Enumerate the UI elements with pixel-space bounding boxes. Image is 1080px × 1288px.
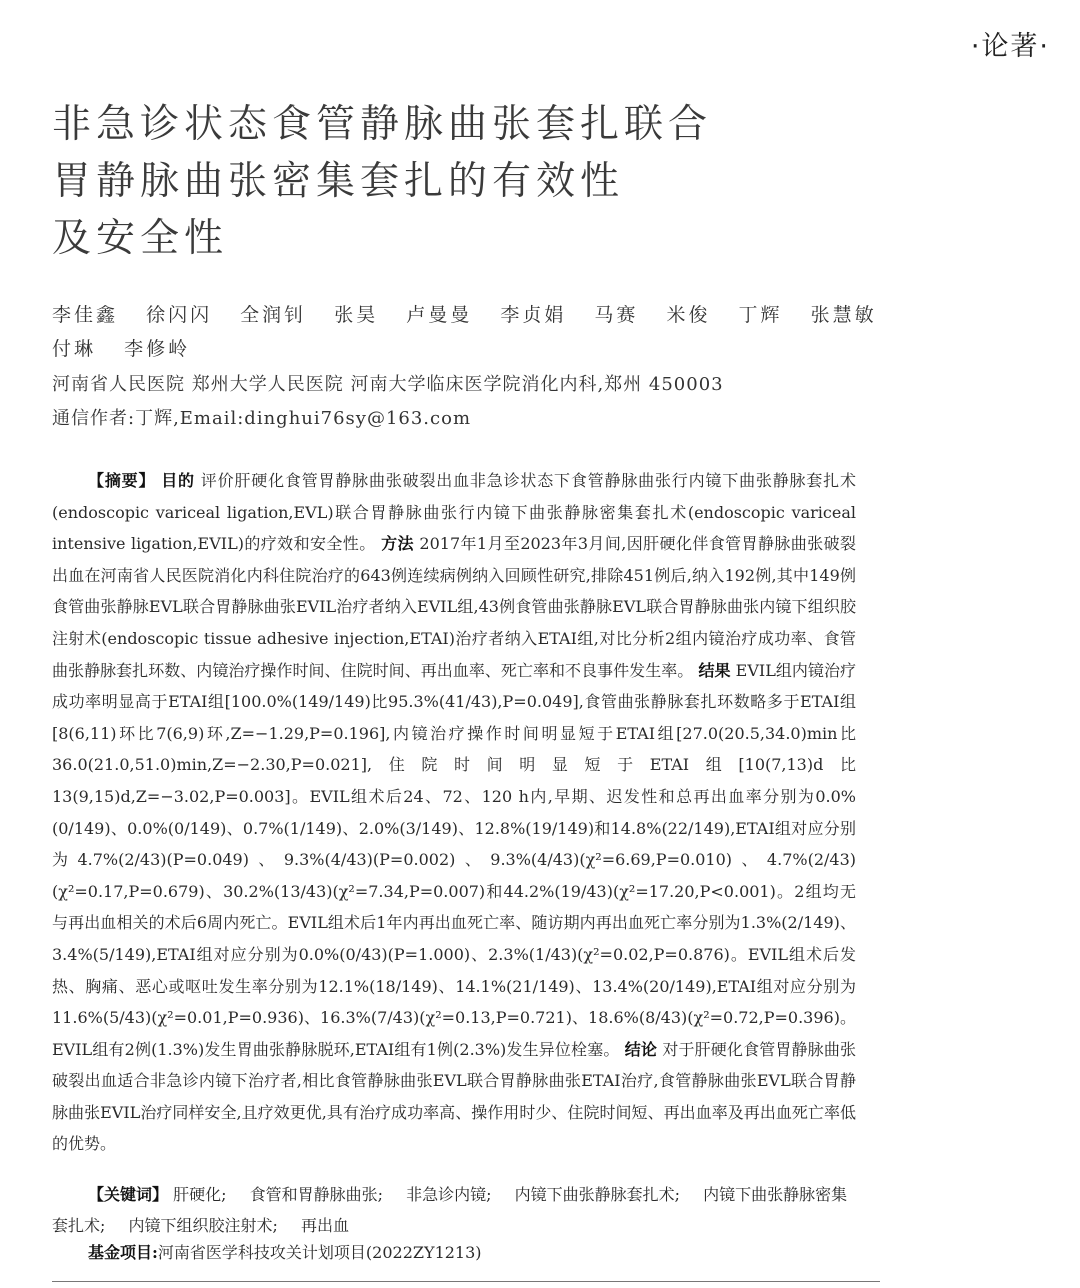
keyword: 肝硬化;: [173, 1185, 227, 1204]
title-line: 胃静脉曲张密集套扎的有效性: [52, 159, 625, 204]
author: 李贞娟: [500, 304, 567, 326]
keywords: [52, 1179, 856, 1241]
abstract-label: 【摘要】: [88, 471, 156, 490]
author: 徐闪闪: [146, 304, 213, 326]
keyword: 内镜下曲张静脉套扎术;: [514, 1185, 681, 1204]
author: 丁辉: [738, 304, 783, 326]
author: 张慧敏: [810, 304, 877, 326]
author: 米俊: [666, 304, 711, 326]
author-list: [52, 298, 1012, 366]
title-line: 非急诊状态食管静脉曲张套扎联合: [52, 102, 713, 147]
author: 马赛: [594, 304, 639, 326]
abstract: [52, 465, 856, 1160]
keyword: 再出血: [301, 1216, 350, 1235]
affiliation: 河南省人民医院 郑州大学人民医院 河南大学临床医学院消化内科,郑州 450003: [52, 374, 724, 395]
keyword: 内镜下组织胶注射术;: [128, 1216, 278, 1235]
author: 付琳: [52, 338, 97, 360]
methods-text: 2017年1月至2023年3月间,因肝硬化伴食管胃静脉曲张破裂出血在河南省人民医院消化内科住院治疗的643例连续病例纳入回顾性研究,排除451例后,纳入192例,其中149例食管曲张静脉EVL联合胃静脉曲张EVIL治疗者纳入EVIL组,43例食管曲张静脉EVL联合胃静脉曲张内镜下组织胶注射术(endoscopic tissue adhesive injection,ETAI)治疗者纳入ETAI组,对比分析2组内镜治疗成功率、食管曲张静脉套扎环数、内镜治疗操作时间、住院时间、再出血率、死亡率和不良事件发生率。: [52, 534, 856, 680]
author: 全润钊: [240, 304, 307, 326]
conclusion-label: 结论: [624, 1039, 658, 1059]
title-line: 及安全性: [52, 216, 229, 261]
objective-label: 目的: [161, 471, 195, 490]
keyword: 非急诊内镜;: [406, 1185, 492, 1204]
author: 李修岭: [124, 338, 191, 360]
author: 李佳鑫: [52, 304, 119, 326]
methods-label: 方法: [381, 534, 414, 554]
section-tag: ·论著·: [970, 31, 1050, 62]
keyword: 内镜下曲张静脉密集套扎术;: [52, 1185, 848, 1235]
results-text: EVIL组内镜治疗成功率明显高于ETAI组[100.0%(149/149)比95.3%(41/43),P=0.049],食管曲张静脉套扎环数略多于ETAI组[8(6,11)环比7(6,9)环,Z=−1.29,P=0.196],内镜治疗操作时间明显短于ETAI组[27.0(20.5,34.0)min比36.0(21.0,51.0)min,Z=−2.30,P=0.021],住院时间明显短于ETAI组[10(7,13)d比13(9,15)d,Z=−3.02,P=0.003]。EVIL组术后24、72、120 h内,早期、迟发性和总再出血率分别为0.0%(0/149)、0.0%(0/149)、0.7%(1/149)、2.0%(3/149)、12.8%(19/149)和14.8%(22/149),ETAI组对应分别为4.7%(2/43)(P=0.049)、9.3%(4/43)(P=0.002)、9.3%(4/43)(χ²=6.69,P=0.010)、4.7%(2/43)(χ²=0.17,P=0.679)、30.2%(13/43)(χ²=7.34,P=0.007)和44.2%(19/43)(χ²=17.20,P<0.001)。2组均无与再出血相关的术后6周内死亡。EVIL组术后1年内再出血死亡率、随访期内再出血死亡率分别为1.3%(2/149)、3.4%(5/149),ETAI组对应分别为0.0%(0/43)(P=1.000)、2.3%(1/43)(χ²=0.02,P=0.876)。EVIL组术后发热、胸痛、恶心或呕吐发生率分别为12.1%(18/149)、14.1%(21/149)、13.4%(20/149),ETAI组对应分别为11.6%(5/43)(χ²=0.01,P=0.936)、16.3%(7/43)(χ²=0.13,P=0.721)、18.6%(8/43)(χ²=0.72,P=0.396)。EVIL组有2例(1.3%)发生胃曲张静脉脱环,ETAI组有1例(2.3%)发生异位栓塞。: [52, 660, 856, 1059]
conclusion-text: 对于肝硬化食管胃静脉曲张破裂出血适合非急诊内镜下治疗者,相比食管静脉曲张EVL联合胃静脉曲张ETAI治疗,食管静脉曲张EVL联合胃静脉曲张EVIL治疗同样安全,且疗效更优,具有治疗成功率高、操作用时少、住院时间短、再出血率及再出血死亡率低的优势。: [52, 1039, 856, 1154]
funding: [88, 1240, 482, 1263]
results-label: 结果: [698, 660, 731, 680]
author: 卢曼曼: [406, 304, 473, 326]
objective-text: 评价肝硬化食管胃静脉曲张破裂出血非急诊状态下食管静脉曲张行内镜下曲张静脉套扎术(endoscopic variceal ligation,EVL)联合胃静脉曲张行内镜下曲张静脉密集套扎术(endoscopic variceal intensive ligation,EVIL)的疗效和安全性。: [52, 471, 856, 554]
article-title: [52, 96, 952, 267]
author: 张昊: [334, 304, 379, 326]
funding-text: 河南省医学科技攻关计划项目(2022ZY1213): [157, 1243, 482, 1262]
footer-divider: [52, 1281, 880, 1282]
funding-label: 基金项目:: [88, 1243, 158, 1262]
keyword: 食管和胃静脉曲张;: [249, 1185, 384, 1204]
correspondence: 通信作者:丁辉,Email:dinghui76sy@163.com: [52, 408, 472, 429]
keywords-label: 【关键词】: [88, 1185, 169, 1204]
